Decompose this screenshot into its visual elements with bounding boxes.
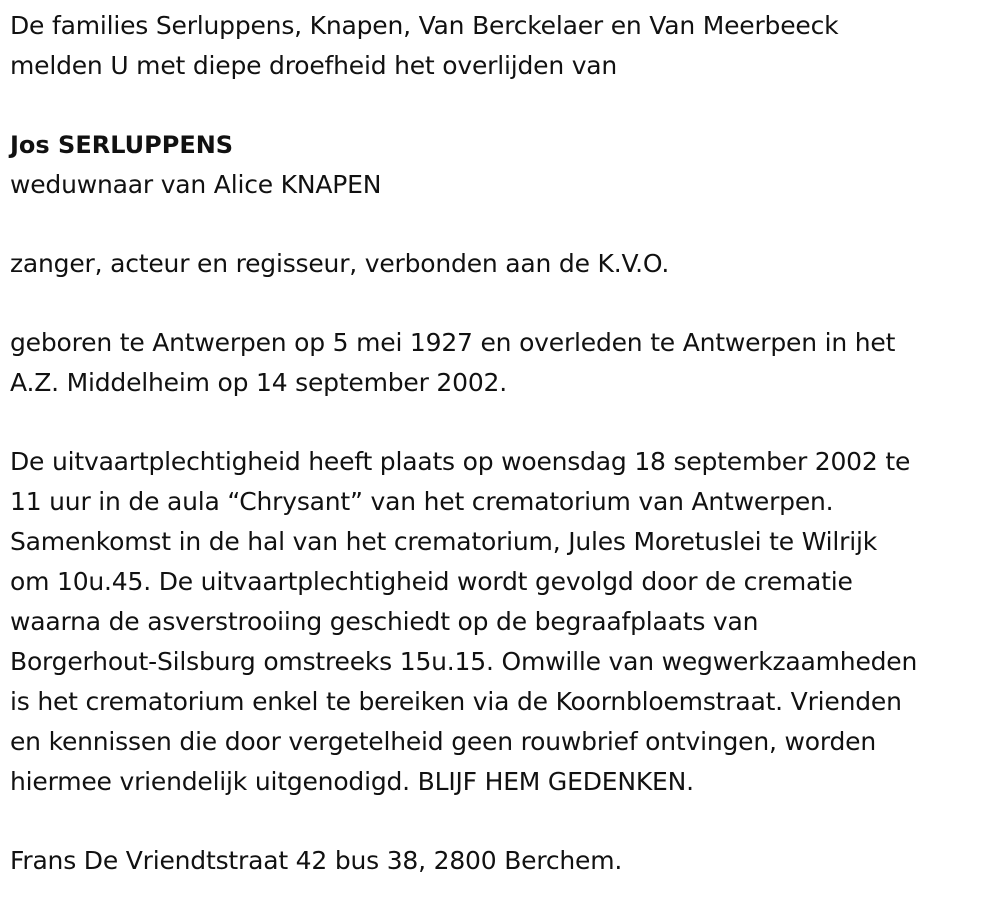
ceremony-line: 11 uur in de aula “Chrysant” van het crematorium van Antwerpen. bbox=[10, 487, 834, 516]
ceremony-line: waarna de asverstrooiing geschiedt op de begraafplaats van bbox=[10, 607, 759, 636]
ceremony-line: en kennissen die door vergetelheid geen rouwbrief ontvingen, worden bbox=[10, 727, 876, 756]
spacer bbox=[10, 802, 995, 841]
ceremony-line: hiermee vriendelijk uitgenodigd. BLIJF HEM GEDENKEN. bbox=[10, 767, 694, 796]
spacer bbox=[10, 284, 995, 323]
life-line-1: geboren te Antwerpen op 5 mei 1927 en overleden te Antwerpen in het bbox=[10, 328, 896, 357]
ceremony-line: Samenkomst in de hal van het crematorium, Jules Moretuslei te Wilrijk bbox=[10, 527, 878, 556]
ceremony-line: is het crematorium enkel te bereiken via de Koornbloemstraat. Vrienden bbox=[10, 687, 902, 716]
intro-line-1: De families Serluppens, Knapen, Van Berckelaer en Van Meerbeeck bbox=[10, 11, 839, 40]
profession-line: zanger, acteur en regisseur, verbonden aan de K.V.O. bbox=[10, 249, 670, 278]
address-line: Frans De Vriendtstraat 42 bus 38, 2800 Berchem. bbox=[10, 846, 623, 875]
life-line-2: A.Z. Middelheim op 14 september 2002. bbox=[10, 368, 508, 397]
obituary-notice bbox=[10, 6, 995, 881]
deceased-relation: weduwnaar van Alice KNAPEN bbox=[10, 170, 382, 199]
spacer bbox=[10, 205, 995, 244]
ceremony-line: om 10u.45. De uitvaartplechtigheid wordt gevolgd door de crematie bbox=[10, 567, 853, 596]
spacer bbox=[10, 86, 995, 125]
ceremony-line: Borgerhout-Silsburg omstreeks 15u.15. Omwille van wegwerkzaamheden bbox=[10, 647, 918, 676]
deceased-name: Jos SERLUPPENS bbox=[10, 131, 234, 159]
ceremony-line: De uitvaartplechtigheid heeft plaats op woensdag 18 september 2002 te bbox=[10, 447, 911, 476]
spacer bbox=[10, 403, 995, 442]
intro-line-2: melden U met diepe droefheid het overlijden van bbox=[10, 51, 618, 80]
